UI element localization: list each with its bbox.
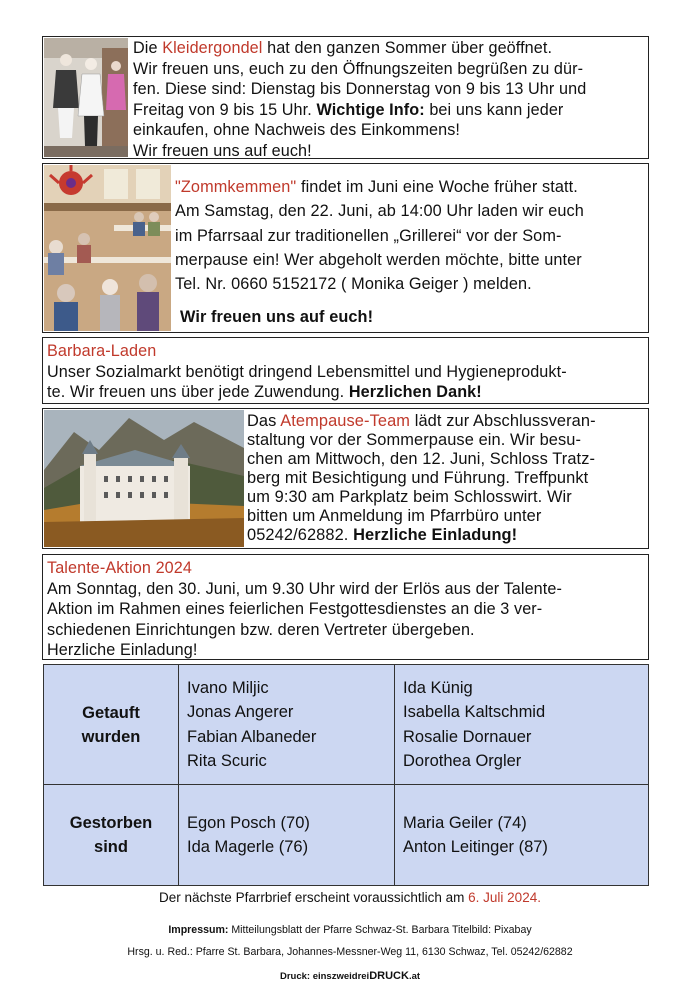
list-item: Jonas Angerer [187, 703, 294, 721]
list-item: Ivano Miljic [187, 678, 269, 697]
list-item: Ida Künig [403, 678, 473, 697]
list-item: Dorothea Orgler [403, 752, 522, 770]
barbara-laden-box [42, 337, 649, 404]
printer-info: Druck: einszweidreiDRUCK.at [279, 970, 421, 982]
list-item: Fabian Albaneder [187, 727, 317, 746]
table-row [44, 665, 649, 785]
deceased-label: Gestorben sind [44, 785, 179, 886]
list-item: Isabella Kaltschmid [403, 703, 546, 721]
talente-aktion-text: Talente-Aktion 2024 Am Sonntag, den 30. Juni, um 9.30 Uhr wird der Erlös aus der Talente- Aktion im Rahmen eines feierlichen Festgottesdienstes an die 3 ver- schiedenen Einrichtungen bzw. deren Vertreter übergeben. Herzliche Einladung! [47, 559, 562, 659]
list-item: Rita Scuric [187, 752, 267, 770]
talente-aktion-title: Talente-Aktion 2024 [47, 559, 192, 577]
parish-hall-photo [44, 165, 171, 331]
deceased-col-2 [395, 785, 649, 886]
parish-register-table [43, 664, 649, 886]
talente-aktion-box [42, 554, 649, 660]
zommkemmen-text: "Zommkemmen" findet im Juni eine Woche früher statt. Am Samstag, den 22. Juni, ab 14:00 Uhr laden wir euch im Pfarrsaal zur traditionellen „Grillerei“ vor der Som- merpause ein! Wer abgeholt werden möchte, bitte unter Tel. Nr. 0660 5152172 ( Monika Geiger ) melden. Wir freuen uns auf euch! [175, 175, 584, 330]
zommkemmen-name: "Zommkemmen" [175, 178, 297, 196]
list-item: Maria Geiler (74) [403, 813, 527, 832]
table-row [44, 785, 649, 886]
impressum: Impressum: Mitteilungsblatt der Pfarre Schwaz-St. Barbara Titelbild: Pixabay [168, 924, 532, 936]
barbara-laden-title: Barbara-Laden [47, 342, 157, 360]
barbara-laden-text: Barbara-Laden Unser Sozialmarkt benötigt dringend Lebensmittel und Hygieneprodukt- te. Wir freuen uns über jede Zuwendung. Herzlichen Dank! [47, 342, 567, 401]
zommkemmen-closing: Wir freuen uns auf euch! [180, 308, 374, 327]
baptized-col-1 [179, 665, 395, 785]
atempause-name: Atempause-Team [280, 412, 411, 430]
atempause-text: Das Atempause-Team lädt zur Abschlussveran- staltung vor der Sommerpause ein. Wir besu- chen am Mittwoch, den 12. Juni, Schloss Tratz- berg mit Besichtigung und Führung. Treffpunkt um 9:30 am Parkplatz beim Schlosswirt. Wir bitten um Anmeldung im Pfarrbüro unter 05242/62882. Herzliche Einladung! [247, 412, 596, 544]
deceased-col-1 [179, 785, 395, 886]
publisher-info: Hrsg. u. Red.: Pfarre St. Barbara, Johannes-Messner-Weg 11, 6130 Schwaz, Tel. 05242/62882 [127, 946, 573, 958]
list-item: Ida Magerle (76) [187, 838, 309, 856]
kleidergondel-box [42, 36, 649, 159]
baptized-col-2 [395, 665, 649, 785]
zommkemmen-box [42, 163, 649, 333]
baptized-label: Getauft wurden [44, 665, 179, 785]
next-issue-date: 6. Juli 2024. [468, 890, 541, 905]
list-item: Rosalie Dornauer [403, 727, 532, 746]
atempause-box [42, 408, 649, 549]
list-item: Anton Leitinger (87) [403, 838, 548, 856]
list-item: Egon Posch (70) [187, 813, 310, 832]
clothes-mannequins-photo [44, 38, 128, 157]
castle-tratzberg-photo [44, 410, 244, 547]
kleidergondel-text: Die Kleidergondel hat den ganzen Sommer über geöffnet. Wir freuen uns, euch zu den Öffnungszeiten begrüßen zu dür- fen. Diese sind: Dienstag bis Donnerstag von 9 bis 13 Uhr und Freitag von 9 bis 15 Uhr. Wichtige Info: bei uns kann jeder einkaufen, ohne Nachweis des Einkommens! Wir freuen uns auf euch! [133, 39, 587, 160]
kleidergondel-name: Kleidergondel [162, 39, 263, 57]
next-issue-note: Der nächste Pfarrbrief erscheint voraussichtlich am 6. Juli 2024. [159, 890, 541, 905]
